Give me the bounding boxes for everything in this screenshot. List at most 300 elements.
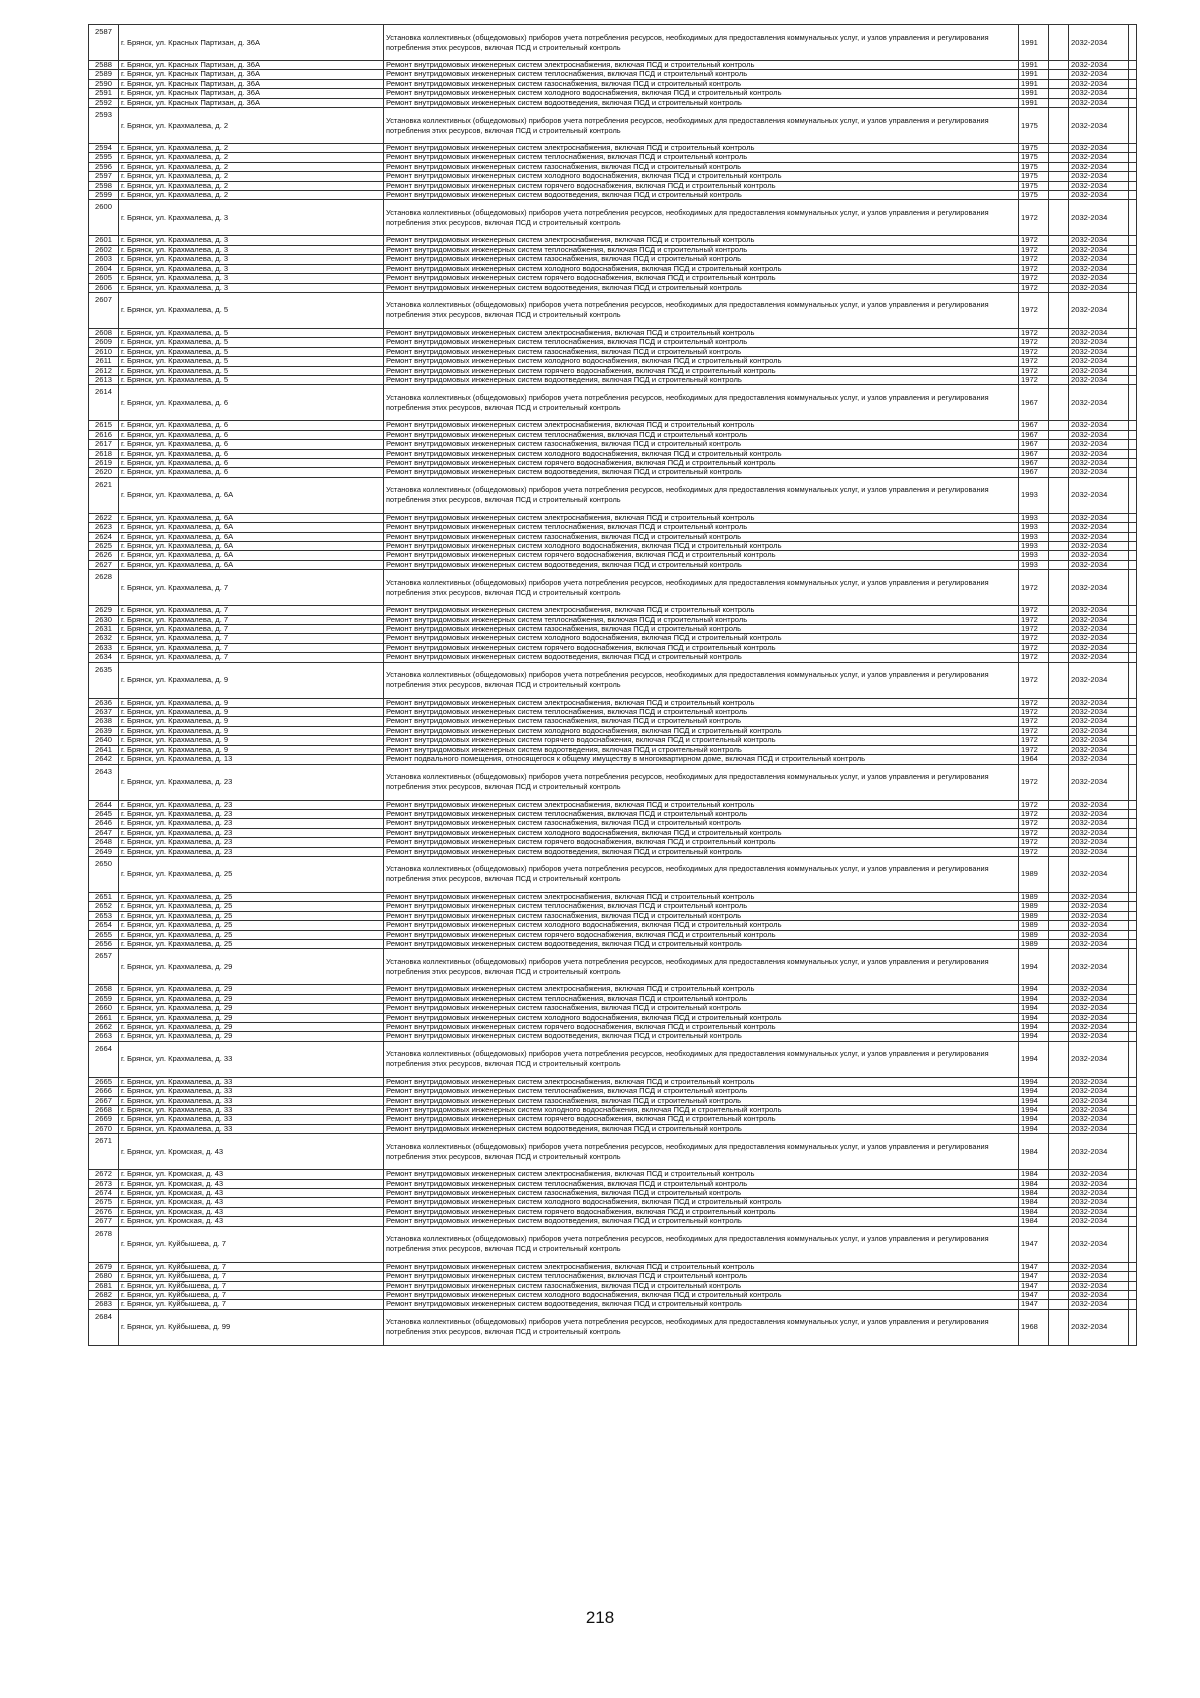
table-row	[89, 745, 1137, 754]
empty-cell	[1129, 560, 1137, 569]
year-built-cell: 1984	[1019, 1217, 1049, 1226]
period-cell: 2032-2034	[1069, 255, 1129, 264]
year-built-cell: 1947	[1019, 1226, 1049, 1262]
work-type-cell: Ремонт внутридомовых инженерных систем водоотведения, включая ПСД и строительный контроль	[384, 939, 1019, 948]
address-cell: г. Брянск, ул. Крахмалева, д. 6А	[119, 560, 384, 569]
year-built-cell: 1972	[1019, 662, 1049, 698]
empty-cell	[1049, 921, 1069, 930]
address-cell: г. Брянск, ул. Крахмалева, д. 7	[119, 643, 384, 652]
row-number: 2665	[89, 1077, 119, 1086]
table-row	[89, 523, 1137, 532]
year-built-cell: 1994	[1019, 1087, 1049, 1096]
empty-cell	[1129, 949, 1137, 985]
period-cell: 2032-2034	[1069, 338, 1129, 347]
table-row	[89, 1032, 1137, 1041]
period-cell: 2032-2034	[1069, 1300, 1129, 1309]
address-cell: г. Брянск, ул. Крахмалева, д. 25	[119, 856, 384, 892]
address-cell: г. Брянск, ул. Крахмалева, д. 25	[119, 892, 384, 901]
row-number: 2589	[89, 70, 119, 79]
table-row	[89, 1134, 1137, 1170]
year-built-cell: 1972	[1019, 828, 1049, 837]
table-row	[89, 911, 1137, 920]
empty-cell	[1049, 366, 1069, 375]
empty-cell	[1049, 930, 1069, 939]
address-cell: г. Брянск, ул. Крахмалева, д. 6А	[119, 532, 384, 541]
empty-cell	[1049, 570, 1069, 606]
empty-cell	[1049, 764, 1069, 800]
year-built-cell: 1984	[1019, 1207, 1049, 1216]
period-cell: 2032-2034	[1069, 430, 1129, 439]
empty-cell	[1049, 532, 1069, 541]
empty-cell	[1129, 430, 1137, 439]
row-number: 2646	[89, 819, 119, 828]
empty-cell	[1129, 89, 1137, 98]
year-built-cell: 1972	[1019, 570, 1049, 606]
empty-cell	[1049, 274, 1069, 283]
table-row	[89, 1041, 1137, 1077]
work-type-cell: Установка коллективных (общедомовых) приборов учета потребления ресурсов, необходимых для предоставления коммунальных услуг, и узлов управления и регулирования потребления этих ресурсов, включая ПСД и строительный контроль	[384, 1226, 1019, 1262]
period-cell: 2032-2034	[1069, 385, 1129, 421]
empty-cell	[1129, 1134, 1137, 1170]
table-row	[89, 328, 1137, 337]
table-row	[89, 89, 1137, 98]
period-cell: 2032-2034	[1069, 1189, 1129, 1198]
row-number: 2610	[89, 347, 119, 356]
empty-cell	[1129, 200, 1137, 236]
year-built-cell: 1947	[1019, 1262, 1049, 1271]
empty-cell	[1129, 994, 1137, 1003]
empty-cell	[1049, 477, 1069, 513]
empty-cell	[1049, 449, 1069, 458]
row-number: 2629	[89, 606, 119, 615]
year-built-cell: 1989	[1019, 939, 1049, 948]
empty-cell	[1049, 264, 1069, 273]
year-built-cell: 1967	[1019, 468, 1049, 477]
row-number: 2638	[89, 717, 119, 726]
address-cell: г. Брянск, ул. Крахмалева, д. 25	[119, 930, 384, 939]
address-cell: г. Брянск, ул. Крахмалева, д. 6	[119, 449, 384, 458]
table-row	[89, 200, 1137, 236]
register-sheet	[88, 24, 1136, 1346]
empty-cell	[1129, 385, 1137, 421]
row-number: 2598	[89, 181, 119, 190]
register-table-body	[89, 25, 1137, 1346]
table-row	[89, 1087, 1137, 1096]
table-row	[89, 153, 1137, 162]
address-cell: г. Брянск, ул. Крахмалева, д. 7	[119, 606, 384, 615]
table-row	[89, 1096, 1137, 1105]
table-row	[89, 819, 1137, 828]
empty-cell	[1049, 181, 1069, 190]
row-number: 2648	[89, 838, 119, 847]
row-number: 2616	[89, 430, 119, 439]
year-built-cell: 1972	[1019, 338, 1049, 347]
empty-cell	[1129, 1300, 1137, 1309]
row-number: 2645	[89, 809, 119, 818]
work-type-cell: Ремонт внутридомовых инженерных систем горячего водоснабжения, включая ПСД и строительный контроль	[384, 736, 1019, 745]
empty-cell	[1129, 755, 1137, 764]
period-cell: 2032-2034	[1069, 800, 1129, 809]
address-cell: г. Брянск, ул. Крахмалева, д. 3	[119, 245, 384, 254]
empty-cell	[1049, 89, 1069, 98]
period-cell: 2032-2034	[1069, 172, 1129, 181]
row-number: 2682	[89, 1290, 119, 1299]
period-cell: 2032-2034	[1069, 440, 1129, 449]
empty-cell	[1049, 79, 1069, 88]
empty-cell	[1049, 144, 1069, 153]
empty-cell	[1049, 615, 1069, 624]
row-number: 2608	[89, 328, 119, 337]
address-cell: г. Брянск, ул. Крахмалева, д. 3	[119, 283, 384, 292]
work-type-cell: Ремонт внутридомовых инженерных систем водоотведения, включая ПСД и строительный контроль	[384, 745, 1019, 754]
period-cell: 2032-2034	[1069, 949, 1129, 985]
period-cell: 2032-2034	[1069, 625, 1129, 634]
table-row	[89, 1013, 1137, 1022]
table-row	[89, 468, 1137, 477]
period-cell: 2032-2034	[1069, 911, 1129, 920]
year-built-cell: 1972	[1019, 366, 1049, 375]
work-type-cell: Установка коллективных (общедомовых) приборов учета потребления ресурсов, необходимых для предоставления коммунальных услуг, и узлов управления и регулирования потребления этих ресурсов, включая ПСД и строительный контроль	[384, 570, 1019, 606]
empty-cell	[1129, 745, 1137, 754]
empty-cell	[1049, 1179, 1069, 1188]
row-number: 2639	[89, 726, 119, 735]
work-type-cell: Ремонт внутридомовых инженерных систем водоотведения, включая ПСД и строительный контроль	[384, 191, 1019, 200]
row-number: 2637	[89, 708, 119, 717]
year-built-cell: 1975	[1019, 172, 1049, 181]
table-row	[89, 430, 1137, 439]
empty-cell	[1129, 939, 1137, 948]
address-cell: г. Брянск, ул. Крахмалева, д. 5	[119, 347, 384, 356]
work-type-cell: Ремонт внутридомовых инженерных систем горячего водоснабжения, включая ПСД и строительный контроль	[384, 930, 1019, 939]
period-cell: 2032-2034	[1069, 643, 1129, 652]
table-row	[89, 245, 1137, 254]
table-row	[89, 1309, 1137, 1345]
address-cell: г. Брянск, ул. Крахмалева, д. 6	[119, 468, 384, 477]
table-row	[89, 1290, 1137, 1299]
year-built-cell: 1984	[1019, 1134, 1049, 1170]
year-built-cell: 1993	[1019, 513, 1049, 522]
table-row	[89, 560, 1137, 569]
period-cell: 2032-2034	[1069, 1226, 1129, 1262]
empty-cell	[1129, 144, 1137, 153]
table-row	[89, 551, 1137, 560]
row-number: 2628	[89, 570, 119, 606]
row-number: 2602	[89, 245, 119, 254]
year-built-cell: 1972	[1019, 236, 1049, 245]
table-row	[89, 1115, 1137, 1124]
row-number: 2647	[89, 828, 119, 837]
work-type-cell: Ремонт внутридомовых инженерных систем холодного водоснабжения, включая ПСД и строительный контроль	[384, 1198, 1019, 1207]
year-built-cell: 1994	[1019, 1106, 1049, 1115]
work-type-cell: Ремонт внутридомовых инженерных систем электроснабжения, включая ПСД и строительный контроль	[384, 606, 1019, 615]
period-cell: 2032-2034	[1069, 89, 1129, 98]
period-cell: 2032-2034	[1069, 653, 1129, 662]
year-built-cell: 1972	[1019, 292, 1049, 328]
year-built-cell: 1947	[1019, 1300, 1049, 1309]
address-cell: г. Брянск, ул. Кромская, д. 43	[119, 1179, 384, 1188]
row-number: 2664	[89, 1041, 119, 1077]
row-number: 2605	[89, 274, 119, 283]
empty-cell	[1049, 653, 1069, 662]
work-type-cell: Ремонт внутридомовых инженерных систем газоснабжения, включая ПСД и строительный контроль	[384, 532, 1019, 541]
year-built-cell: 1975	[1019, 153, 1049, 162]
empty-cell	[1049, 892, 1069, 901]
address-cell: г. Брянск, ул. Крахмалева, д. 5	[119, 357, 384, 366]
period-cell: 2032-2034	[1069, 634, 1129, 643]
address-cell: г. Брянск, ул. Крахмалева, д. 2	[119, 153, 384, 162]
period-cell: 2032-2034	[1069, 809, 1129, 818]
empty-cell	[1129, 809, 1137, 818]
period-cell: 2032-2034	[1069, 930, 1129, 939]
address-cell: г. Брянск, ул. Крахмалева, д. 9	[119, 662, 384, 698]
empty-cell	[1129, 1198, 1137, 1207]
row-number: 2591	[89, 89, 119, 98]
row-number: 2604	[89, 264, 119, 273]
period-cell: 2032-2034	[1069, 1041, 1129, 1077]
work-type-cell: Ремонт внутридомовых инженерных систем горячего водоснабжения, включая ПСД и строительный контроль	[384, 838, 1019, 847]
year-built-cell: 1972	[1019, 653, 1049, 662]
period-cell: 2032-2034	[1069, 108, 1129, 144]
row-number: 2659	[89, 994, 119, 1003]
table-row	[89, 856, 1137, 892]
year-built-cell: 1994	[1019, 1115, 1049, 1124]
work-type-cell: Установка коллективных (общедомовых) приборов учета потребления ресурсов, необходимых для предоставления коммунальных услуг, и узлов управления и регулирования потребления этих ресурсов, включая ПСД и строительный контроль	[384, 764, 1019, 800]
empty-cell	[1049, 200, 1069, 236]
address-cell: г. Брянск, ул. Крахмалева, д. 5	[119, 292, 384, 328]
year-built-cell: 1972	[1019, 838, 1049, 847]
empty-cell	[1049, 25, 1069, 61]
empty-cell	[1129, 921, 1137, 930]
row-number: 2622	[89, 513, 119, 522]
empty-cell	[1129, 1096, 1137, 1105]
table-row	[89, 847, 1137, 856]
address-cell: г. Брянск, ул. Крахмалева, д. 7	[119, 615, 384, 624]
work-type-cell: Ремонт внутридомовых инженерных систем электроснабжения, включая ПСД и строительный контроль	[384, 513, 1019, 522]
work-type-cell: Ремонт внутридомовых инженерных систем теплоснабжения, включая ПСД и строительный контроль	[384, 1179, 1019, 1188]
address-cell: г. Брянск, ул. Крахмалева, д. 5	[119, 375, 384, 384]
period-cell: 2032-2034	[1069, 560, 1129, 569]
address-cell: г. Брянск, ул. Куйбышева, д. 7	[119, 1262, 384, 1271]
empty-cell	[1049, 1272, 1069, 1281]
period-cell: 2032-2034	[1069, 328, 1129, 337]
work-type-cell: Ремонт внутридомовых инженерных систем горячего водоснабжения, включая ПСД и строительный контроль	[384, 366, 1019, 375]
period-cell: 2032-2034	[1069, 1290, 1129, 1299]
empty-cell	[1129, 1170, 1137, 1179]
table-row	[89, 357, 1137, 366]
year-built-cell: 1972	[1019, 726, 1049, 735]
year-built-cell: 1972	[1019, 698, 1049, 707]
empty-cell	[1129, 61, 1137, 70]
year-built-cell: 1994	[1019, 985, 1049, 994]
period-cell: 2032-2034	[1069, 615, 1129, 624]
row-number: 2657	[89, 949, 119, 985]
address-cell: г. Брянск, ул. Кромская, д. 43	[119, 1189, 384, 1198]
table-row	[89, 800, 1137, 809]
year-built-cell: 1975	[1019, 181, 1049, 190]
empty-cell	[1129, 1262, 1137, 1271]
empty-cell	[1129, 1226, 1137, 1262]
empty-cell	[1129, 440, 1137, 449]
row-number: 2614	[89, 385, 119, 421]
empty-cell	[1129, 634, 1137, 643]
year-built-cell: 1967	[1019, 430, 1049, 439]
table-row	[89, 606, 1137, 615]
row-number: 2671	[89, 1134, 119, 1170]
period-cell: 2032-2034	[1069, 449, 1129, 458]
period-cell: 2032-2034	[1069, 264, 1129, 273]
year-built-cell: 1972	[1019, 200, 1049, 236]
address-cell: г. Брянск, ул. Крахмалева, д. 23	[119, 847, 384, 856]
row-number: 2683	[89, 1300, 119, 1309]
table-row	[89, 338, 1137, 347]
row-number: 2599	[89, 191, 119, 200]
work-type-cell: Ремонт внутридомовых инженерных систем электроснабжения, включая ПСД и строительный контроль	[384, 236, 1019, 245]
address-cell: г. Брянск, ул. Куйбышева, д. 7	[119, 1300, 384, 1309]
empty-cell	[1129, 911, 1137, 920]
row-number: 2633	[89, 643, 119, 652]
work-type-cell: Ремонт внутридомовых инженерных систем теплоснабжения, включая ПСД и строительный контроль	[384, 708, 1019, 717]
year-built-cell: 1967	[1019, 385, 1049, 421]
empty-cell	[1049, 430, 1069, 439]
table-row	[89, 477, 1137, 513]
address-cell: г. Брянск, ул. Крахмалева, д. 33	[119, 1124, 384, 1133]
row-number: 2618	[89, 449, 119, 458]
empty-cell	[1049, 662, 1069, 698]
work-type-cell: Ремонт внутридомовых инженерных систем электроснабжения, включая ПСД и строительный контроль	[384, 328, 1019, 337]
empty-cell	[1049, 698, 1069, 707]
row-number: 2635	[89, 662, 119, 698]
work-type-cell: Ремонт внутридомовых инженерных систем холодного водоснабжения, включая ПСД и строительный контроль	[384, 172, 1019, 181]
row-number: 2596	[89, 162, 119, 171]
empty-cell	[1049, 338, 1069, 347]
empty-cell	[1129, 264, 1137, 273]
row-number: 2630	[89, 615, 119, 624]
address-cell: г. Брянск, ул. Кромская, д. 43	[119, 1170, 384, 1179]
row-number: 2652	[89, 902, 119, 911]
work-type-cell: Ремонт внутридомовых инженерных систем водоотведения, включая ПСД и строительный контроль	[384, 98, 1019, 107]
empty-cell	[1049, 1281, 1069, 1290]
address-cell: г. Брянск, ул. Куйбышева, д. 7	[119, 1226, 384, 1262]
work-type-cell: Ремонт внутридомовых инженерных систем водоотведения, включая ПСД и строительный контроль	[384, 1300, 1019, 1309]
empty-cell	[1129, 108, 1137, 144]
table-row	[89, 25, 1137, 61]
year-built-cell: 1994	[1019, 1096, 1049, 1105]
work-type-cell: Ремонт внутридомовых инженерных систем газоснабжения, включая ПСД и строительный контроль	[384, 717, 1019, 726]
empty-cell	[1129, 468, 1137, 477]
empty-cell	[1049, 1087, 1069, 1096]
year-built-cell: 1991	[1019, 70, 1049, 79]
empty-cell	[1129, 70, 1137, 79]
row-number: 2673	[89, 1179, 119, 1188]
empty-cell	[1129, 736, 1137, 745]
empty-cell	[1049, 634, 1069, 643]
empty-cell	[1129, 892, 1137, 901]
year-built-cell: 1975	[1019, 162, 1049, 171]
year-built-cell: 1972	[1019, 283, 1049, 292]
empty-cell	[1129, 477, 1137, 513]
empty-cell	[1049, 1013, 1069, 1022]
row-number: 2640	[89, 736, 119, 745]
year-built-cell: 1972	[1019, 625, 1049, 634]
year-built-cell: 1993	[1019, 542, 1049, 551]
row-number: 2681	[89, 1281, 119, 1290]
year-built-cell: 1972	[1019, 800, 1049, 809]
empty-cell	[1049, 551, 1069, 560]
empty-cell	[1049, 172, 1069, 181]
empty-cell	[1129, 1217, 1137, 1226]
work-type-cell: Ремонт внутридомовых инженерных систем газоснабжения, включая ПСД и строительный контроль	[384, 1281, 1019, 1290]
empty-cell	[1049, 755, 1069, 764]
period-cell: 2032-2034	[1069, 162, 1129, 171]
empty-cell	[1129, 1115, 1137, 1124]
address-cell: г. Брянск, ул. Крахмалева, д. 2	[119, 144, 384, 153]
year-built-cell: 1989	[1019, 930, 1049, 939]
work-type-cell: Ремонт внутридомовых инженерных систем водоотведения, включая ПСД и строительный контроль	[384, 375, 1019, 384]
empty-cell	[1129, 255, 1137, 264]
empty-cell	[1049, 1189, 1069, 1198]
year-built-cell: 1967	[1019, 458, 1049, 467]
empty-cell	[1129, 1290, 1137, 1299]
address-cell: г. Брянск, ул. Кромская, д. 43	[119, 1134, 384, 1170]
table-row	[89, 532, 1137, 541]
empty-cell	[1129, 366, 1137, 375]
work-type-cell: Установка коллективных (общедомовых) приборов учета потребления ресурсов, необходимых для предоставления коммунальных услуг, и узлов управления и регулирования потребления этих ресурсов, включая ПСД и строительный контроль	[384, 1041, 1019, 1077]
empty-cell	[1129, 1207, 1137, 1216]
empty-cell	[1129, 542, 1137, 551]
table-row	[89, 764, 1137, 800]
period-cell: 2032-2034	[1069, 838, 1129, 847]
empty-cell	[1129, 513, 1137, 522]
work-type-cell: Ремонт внутридомовых инженерных систем газоснабжения, включая ПСД и строительный контроль	[384, 819, 1019, 828]
address-cell: г. Брянск, ул. Крахмалева, д. 3	[119, 255, 384, 264]
period-cell: 2032-2034	[1069, 144, 1129, 153]
period-cell: 2032-2034	[1069, 662, 1129, 698]
empty-cell	[1049, 606, 1069, 615]
row-number: 2658	[89, 985, 119, 994]
empty-cell	[1049, 292, 1069, 328]
empty-cell	[1129, 532, 1137, 541]
address-cell: г. Брянск, ул. Кромская, д. 43	[119, 1217, 384, 1226]
work-type-cell: Ремонт внутридомовых инженерных систем электроснабжения, включая ПСД и строительный контроль	[384, 698, 1019, 707]
row-number: 2619	[89, 458, 119, 467]
work-type-cell: Ремонт внутридомовых инженерных систем горячего водоснабжения, включая ПСД и строительный контроль	[384, 274, 1019, 283]
period-cell: 2032-2034	[1069, 542, 1129, 551]
row-number: 2678	[89, 1226, 119, 1262]
work-type-cell: Ремонт внутридомовых инженерных систем холодного водоснабжения, включая ПСД и строительный контроль	[384, 828, 1019, 837]
empty-cell	[1049, 625, 1069, 634]
year-built-cell: 1993	[1019, 477, 1049, 513]
table-row	[89, 385, 1137, 421]
row-number: 2679	[89, 1262, 119, 1271]
row-number: 2624	[89, 532, 119, 541]
address-cell: г. Брянск, ул. Крахмалева, д. 33	[119, 1106, 384, 1115]
row-number: 2593	[89, 108, 119, 144]
address-cell: г. Брянск, ул. Крахмалева, д. 6А	[119, 542, 384, 551]
period-cell: 2032-2034	[1069, 1004, 1129, 1013]
table-row	[89, 1179, 1137, 1188]
work-type-cell: Ремонт внутридомовых инженерных систем водоотведения, включая ПСД и строительный контроль	[384, 1124, 1019, 1133]
empty-cell	[1049, 98, 1069, 107]
table-row	[89, 1170, 1137, 1179]
year-built-cell: 1994	[1019, 994, 1049, 1003]
year-built-cell: 1972	[1019, 375, 1049, 384]
year-built-cell: 1964	[1019, 755, 1049, 764]
work-type-cell: Ремонт внутридомовых инженерных систем газоснабжения, включая ПСД и строительный контроль	[384, 1096, 1019, 1105]
period-cell: 2032-2034	[1069, 468, 1129, 477]
empty-cell	[1049, 939, 1069, 948]
period-cell: 2032-2034	[1069, 375, 1129, 384]
empty-cell	[1049, 236, 1069, 245]
